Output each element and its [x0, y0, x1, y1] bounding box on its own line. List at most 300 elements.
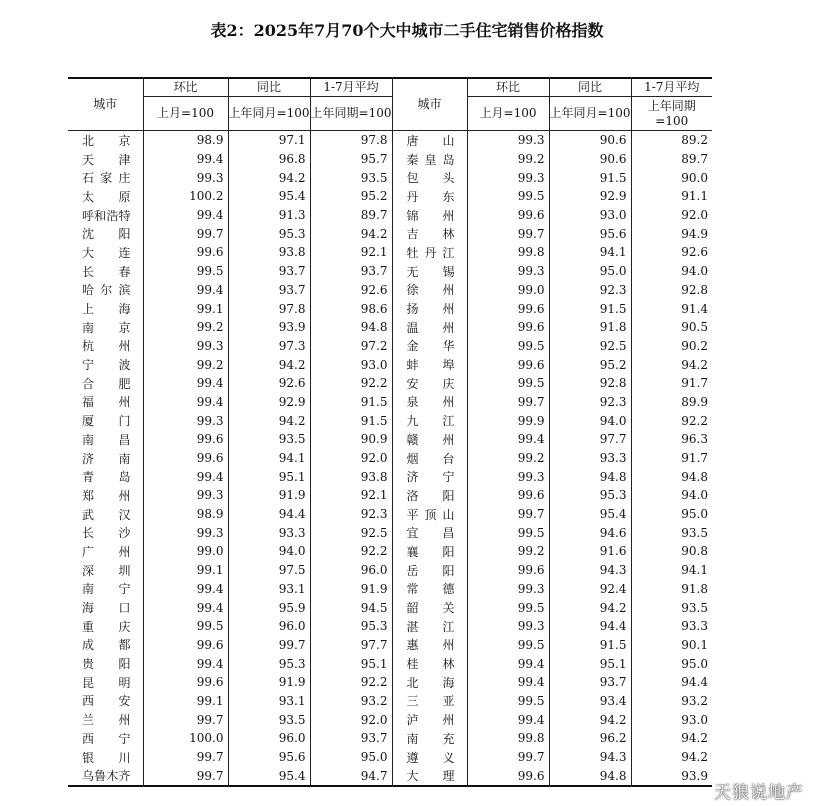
header-tongbi-base-left: 上年同月=100 [228, 97, 310, 131]
avg-value-right: 93.0 [631, 710, 712, 729]
tongbi-value-right: 94.3 [549, 561, 631, 580]
table-row [68, 523, 712, 542]
table-row [68, 355, 712, 374]
city-name-left: 杭州 [82, 339, 131, 354]
table-row [68, 187, 712, 206]
avg-value-left: 97.8 [310, 131, 392, 150]
avg-value-left: 92.3 [310, 505, 392, 524]
avg-value-right: 91.8 [631, 580, 712, 599]
city-name-right: 湛江 [392, 617, 467, 636]
avg-value-right: 90.2 [631, 337, 712, 356]
tongbi-value-left: 97.3 [228, 337, 310, 356]
tongbi-value-right: 92.4 [549, 580, 631, 599]
avg-value-right: 93.5 [631, 523, 712, 542]
huanbi-value-right: 99.6 [467, 766, 549, 786]
huanbi-value-right: 99.7 [467, 748, 549, 767]
city-name-right: 无锡 [392, 262, 467, 281]
city-name-left: 贵阳 [82, 657, 131, 672]
header-avg-base-left: 上年同期=100 [310, 97, 392, 131]
tongbi-value-left: 94.2 [228, 355, 310, 374]
header-tongbi-right: 同比 [549, 78, 631, 97]
tongbi-value-right: 90.6 [549, 150, 631, 169]
tongbi-value-right: 92.9 [549, 187, 631, 206]
avg-value-left: 97.2 [310, 337, 392, 356]
tongbi-value-left: 97.1 [228, 131, 310, 150]
city-name-right: 吉林 [392, 224, 467, 243]
city-name-right: 洛阳 [392, 486, 467, 505]
huanbi-value-right: 99.6 [467, 206, 549, 225]
huanbi-value-left: 99.7 [143, 766, 228, 786]
huanbi-value-left: 99.3 [143, 337, 228, 356]
tongbi-value-right: 93.0 [549, 206, 631, 225]
avg-value-left: 92.1 [310, 486, 392, 505]
city-name-right: 扬州 [392, 299, 467, 318]
huanbi-value-left: 98.9 [143, 505, 228, 524]
table-row [68, 710, 712, 729]
table-row [68, 411, 712, 430]
avg-value-left: 92.2 [310, 542, 392, 561]
huanbi-value-right: 99.6 [467, 355, 549, 374]
huanbi-value-right: 99.4 [467, 710, 549, 729]
avg-value-right: 92.0 [631, 206, 712, 225]
table-row [68, 299, 712, 318]
tongbi-value-left: 95.4 [228, 187, 310, 206]
huanbi-value-right: 99.6 [467, 299, 549, 318]
city-name-right: 襄阳 [392, 542, 467, 561]
huanbi-value-left: 99.1 [143, 299, 228, 318]
huanbi-value-left: 99.6 [143, 243, 228, 262]
tongbi-value-left: 95.9 [228, 598, 310, 617]
table-row [68, 281, 712, 300]
avg-value-right: 91.7 [631, 449, 712, 468]
huanbi-value-left: 100.0 [143, 729, 228, 748]
table-row [68, 131, 712, 150]
avg-value-right: 93.3 [631, 617, 712, 636]
avg-value-left: 93.2 [310, 692, 392, 711]
tongbi-value-left: 94.2 [228, 168, 310, 187]
tongbi-value-left: 93.7 [228, 262, 310, 281]
tongbi-value-right: 92.3 [549, 281, 631, 300]
header-city-right: 城市 [392, 78, 467, 131]
header-avg-left: 1-7月平均 [310, 78, 392, 97]
avg-value-right: 92.2 [631, 411, 712, 430]
tongbi-value-right: 91.5 [549, 299, 631, 318]
huanbi-value-left: 99.4 [143, 467, 228, 486]
city-name-right: 丹东 [392, 187, 467, 206]
table-row [68, 337, 712, 356]
city-name-left: 重庆 [82, 619, 131, 634]
huanbi-value-right: 99.8 [467, 729, 549, 748]
avg-value-left: 91.5 [310, 411, 392, 430]
tongbi-value-right: 96.2 [549, 729, 631, 748]
avg-value-left: 92.6 [310, 281, 392, 300]
avg-value-right: 90.5 [631, 318, 712, 337]
avg-value-right: 94.9 [631, 224, 712, 243]
huanbi-value-right: 99.5 [467, 523, 549, 542]
avg-value-left: 91.9 [310, 580, 392, 599]
city-name-left: 南宁 [82, 582, 131, 597]
city-name-right: 烟台 [392, 449, 467, 468]
huanbi-value-right: 99.3 [467, 168, 549, 187]
city-name-left: 武汉 [82, 507, 131, 522]
table-row [68, 262, 712, 281]
avg-value-right: 93.2 [631, 692, 712, 711]
city-name-right: 岳阳 [392, 561, 467, 580]
tongbi-value-left: 91.9 [228, 673, 310, 692]
avg-value-left: 98.6 [310, 299, 392, 318]
avg-value-right: 93.5 [631, 598, 712, 617]
watermark: 天狼说地产 [714, 783, 804, 803]
city-name-right: 九江 [392, 411, 467, 430]
huanbi-value-right: 99.3 [467, 617, 549, 636]
huanbi-value-left: 99.4 [143, 654, 228, 673]
header-avg-right: 1-7月平均 [631, 78, 712, 97]
avg-value-left: 94.7 [310, 766, 392, 786]
city-name-right: 济宁 [392, 467, 467, 486]
city-name-left: 长沙 [82, 526, 131, 541]
avg-value-right: 90.0 [631, 168, 712, 187]
avg-value-left: 91.5 [310, 393, 392, 412]
city-name-right: 韶关 [392, 598, 467, 617]
avg-value-left: 96.0 [310, 561, 392, 580]
tongbi-value-right: 95.0 [549, 262, 631, 281]
huanbi-value-left: 99.3 [143, 523, 228, 542]
tongbi-value-left: 94.4 [228, 505, 310, 524]
huanbi-value-left: 100.2 [143, 187, 228, 206]
tongbi-value-right: 93.3 [549, 449, 631, 468]
tongbi-value-right: 91.5 [549, 636, 631, 655]
avg-value-right: 94.0 [631, 262, 712, 281]
tongbi-value-right: 95.2 [549, 355, 631, 374]
tongbi-value-left: 92.6 [228, 374, 310, 393]
city-name-left: 石家庄 [82, 171, 131, 186]
city-name-left: 北京 [82, 133, 131, 148]
tongbi-value-left: 95.1 [228, 467, 310, 486]
avg-value-left: 93.8 [310, 467, 392, 486]
avg-value-left: 92.0 [310, 710, 392, 729]
avg-value-right: 89.9 [631, 393, 712, 412]
avg-value-right: 96.3 [631, 430, 712, 449]
huanbi-value-right: 99.7 [467, 224, 549, 243]
huanbi-value-left: 99.6 [143, 636, 228, 655]
avg-value-left: 95.1 [310, 654, 392, 673]
avg-value-right: 94.4 [631, 673, 712, 692]
city-name-left: 西安 [82, 694, 131, 709]
tongbi-value-left: 93.3 [228, 523, 310, 542]
avg-value-right: 95.0 [631, 505, 712, 524]
tongbi-value-right: 94.4 [549, 617, 631, 636]
city-name-right: 金华 [392, 337, 467, 356]
tongbi-value-right: 91.8 [549, 318, 631, 337]
city-name-right: 秦皇岛 [392, 150, 467, 169]
huanbi-value-right: 99.5 [467, 187, 549, 206]
city-name-right: 平顶山 [392, 505, 467, 524]
table-header [68, 78, 712, 131]
huanbi-value-left: 99.2 [143, 355, 228, 374]
table-row [68, 486, 712, 505]
table-row [68, 636, 712, 655]
huanbi-value-left: 99.5 [143, 262, 228, 281]
huanbi-value-left: 99.3 [143, 486, 228, 505]
huanbi-value-right: 99.2 [467, 449, 549, 468]
header-huanbi-base-right: 上月=100 [467, 97, 549, 131]
tongbi-value-left: 93.1 [228, 580, 310, 599]
table-row [68, 430, 712, 449]
huanbi-value-right: 99.5 [467, 692, 549, 711]
huanbi-value-left: 99.6 [143, 430, 228, 449]
avg-value-left: 92.5 [310, 523, 392, 542]
table-row [68, 692, 712, 711]
tongbi-value-right: 94.6 [549, 523, 631, 542]
huanbi-value-right: 99.3 [467, 580, 549, 599]
table-row [68, 766, 712, 786]
huanbi-value-right: 99.0 [467, 281, 549, 300]
avg-value-left: 95.0 [310, 748, 392, 767]
table-row [68, 561, 712, 580]
tongbi-value-left: 99.7 [228, 636, 310, 655]
avg-value-right: 92.6 [631, 243, 712, 262]
huanbi-value-left: 99.1 [143, 561, 228, 580]
city-name-left: 乌鲁木齐 [68, 766, 143, 786]
table-row [68, 729, 712, 748]
tongbi-value-right: 97.7 [549, 430, 631, 449]
huanbi-value-right: 99.5 [467, 374, 549, 393]
avg-value-right: 91.1 [631, 187, 712, 206]
city-name-right: 大理 [392, 766, 467, 786]
huanbi-value-left: 99.4 [143, 150, 228, 169]
city-name-left: 哈尔滨 [82, 283, 131, 298]
avg-value-right: 91.4 [631, 299, 712, 318]
table-row [68, 673, 712, 692]
city-name-right: 赣州 [392, 430, 467, 449]
city-name-left: 济南 [82, 451, 131, 466]
avg-value-right: 90.1 [631, 636, 712, 655]
city-name-left: 太原 [82, 189, 131, 204]
huanbi-value-right: 99.8 [467, 243, 549, 262]
header-tongbi-base-right: 上年同月=100 [549, 97, 631, 131]
table-row [68, 374, 712, 393]
table-row [68, 243, 712, 262]
huanbi-value-right: 99.3 [467, 131, 549, 150]
avg-value-right: 95.0 [631, 654, 712, 673]
avg-value-left: 97.7 [310, 636, 392, 655]
avg-value-right: 89.2 [631, 131, 712, 150]
city-name-left: 福州 [82, 395, 131, 410]
avg-value-left: 94.5 [310, 598, 392, 617]
city-name-right: 泉州 [392, 393, 467, 412]
city-name-left: 海口 [82, 601, 131, 616]
tongbi-value-left: 93.5 [228, 430, 310, 449]
avg-value-right: 94.8 [631, 467, 712, 486]
city-name-left: 成都 [82, 638, 131, 653]
city-name-left: 呼和浩特 [82, 208, 131, 223]
huanbi-value-right: 99.3 [467, 262, 549, 281]
huanbi-value-left: 99.3 [143, 168, 228, 187]
avg-value-right: 94.2 [631, 748, 712, 767]
tongbi-value-right: 91.6 [549, 542, 631, 561]
tongbi-value-right: 95.4 [549, 505, 631, 524]
table-row [68, 449, 712, 468]
avg-value-left: 93.5 [310, 168, 392, 187]
tongbi-value-right: 95.6 [549, 224, 631, 243]
tongbi-value-left: 95.4 [228, 766, 310, 786]
table-row [68, 654, 712, 673]
huanbi-value-left: 99.7 [143, 224, 228, 243]
city-name-left: 天津 [82, 152, 131, 167]
avg-value-right: 89.7 [631, 150, 712, 169]
city-name-left: 昆明 [82, 675, 131, 690]
city-name-right: 桂林 [392, 654, 467, 673]
city-name-right: 锦州 [392, 206, 467, 225]
avg-value-right: 94.0 [631, 486, 712, 505]
tongbi-value-left: 95.3 [228, 654, 310, 673]
tongbi-value-right: 94.3 [549, 748, 631, 767]
city-name-left: 长春 [82, 264, 131, 279]
city-name-right: 牡丹江 [392, 243, 467, 262]
huanbi-value-right: 99.5 [467, 598, 549, 617]
table-row [68, 150, 712, 169]
tongbi-value-left: 93.5 [228, 710, 310, 729]
tongbi-value-right: 92.5 [549, 337, 631, 356]
city-name-left: 沈阳 [82, 227, 131, 242]
tongbi-value-right: 92.8 [549, 374, 631, 393]
tongbi-value-left: 93.7 [228, 281, 310, 300]
table-row [68, 206, 712, 225]
tongbi-value-left: 94.0 [228, 542, 310, 561]
tongbi-value-right: 90.6 [549, 131, 631, 150]
header-avg-base-right: 上年同期=100 [631, 97, 712, 131]
avg-value-left: 93.7 [310, 262, 392, 281]
city-name-right: 包头 [392, 168, 467, 187]
avg-value-left: 95.3 [310, 617, 392, 636]
huanbi-value-right: 99.2 [467, 542, 549, 561]
city-name-left: 郑州 [82, 488, 131, 503]
table-body [68, 131, 712, 787]
huanbi-value-left: 99.4 [143, 580, 228, 599]
city-name-left: 合肥 [82, 376, 131, 391]
huanbi-value-left: 99.4 [143, 206, 228, 225]
huanbi-value-right: 99.6 [467, 486, 549, 505]
city-name-left: 青岛 [82, 470, 131, 485]
tongbi-value-right: 91.5 [549, 168, 631, 187]
tongbi-value-right: 94.8 [549, 467, 631, 486]
avg-value-right: 94.2 [631, 355, 712, 374]
huanbi-value-right: 99.4 [467, 654, 549, 673]
huanbi-value-left: 99.4 [143, 598, 228, 617]
avg-value-right: 91.7 [631, 374, 712, 393]
table-row [68, 505, 712, 524]
avg-value-right: 94.1 [631, 561, 712, 580]
huanbi-value-right: 99.5 [467, 636, 549, 655]
city-name-left: 宁波 [82, 358, 131, 373]
price-index-table [68, 77, 712, 787]
tongbi-value-left: 96.0 [228, 617, 310, 636]
huanbi-value-left: 99.0 [143, 542, 228, 561]
table-row [68, 598, 712, 617]
huanbi-value-left: 99.4 [143, 393, 228, 412]
huanbi-value-right: 99.9 [467, 411, 549, 430]
city-name-left: 上海 [82, 302, 131, 317]
city-name-left: 兰州 [82, 713, 131, 728]
huanbi-value-left: 99.2 [143, 318, 228, 337]
huanbi-value-right: 99.2 [467, 150, 549, 169]
avg-value-right: 92.8 [631, 281, 712, 300]
header-city-left: 城市 [68, 78, 143, 131]
city-name-right: 三亚 [392, 692, 467, 711]
city-name-left: 厦门 [82, 414, 131, 429]
city-name-right: 常德 [392, 580, 467, 599]
avg-value-left: 92.2 [310, 673, 392, 692]
table-row [68, 393, 712, 412]
table-row [68, 617, 712, 636]
tongbi-value-right: 94.8 [549, 766, 631, 786]
header-tongbi-left: 同比 [228, 78, 310, 97]
tongbi-value-left: 93.9 [228, 318, 310, 337]
table-row [68, 318, 712, 337]
huanbi-value-right: 99.3 [467, 467, 549, 486]
city-name-left: 银川 [82, 750, 131, 765]
huanbi-value-left: 99.4 [143, 374, 228, 393]
avg-value-right: 90.8 [631, 542, 712, 561]
city-name-right: 蚌埠 [392, 355, 467, 374]
header-huanbi-right: 环比 [467, 78, 549, 97]
header-huanbi-left: 环比 [143, 78, 228, 97]
huanbi-value-left: 99.4 [143, 281, 228, 300]
huanbi-value-right: 99.7 [467, 393, 549, 412]
tongbi-value-right: 94.0 [549, 411, 631, 430]
huanbi-value-right: 99.4 [467, 673, 549, 692]
tongbi-value-left: 93.8 [228, 243, 310, 262]
tongbi-value-right: 94.2 [549, 598, 631, 617]
huanbi-value-left: 99.6 [143, 673, 228, 692]
header-huanbi-base-left: 上月=100 [143, 97, 228, 131]
huanbi-value-right: 99.5 [467, 337, 549, 356]
huanbi-value-left: 99.7 [143, 710, 228, 729]
tongbi-value-left: 97.5 [228, 561, 310, 580]
city-name-right: 南充 [392, 729, 467, 748]
huanbi-value-left: 99.5 [143, 617, 228, 636]
avg-value-left: 93.7 [310, 729, 392, 748]
huanbi-value-left: 99.7 [143, 748, 228, 767]
tongbi-value-right: 94.2 [549, 710, 631, 729]
avg-value-right: 93.9 [631, 766, 712, 786]
avg-value-left: 92.1 [310, 243, 392, 262]
huanbi-value-left: 99.3 [143, 411, 228, 430]
city-name-right: 温州 [392, 318, 467, 337]
tongbi-value-right: 95.1 [549, 654, 631, 673]
huanbi-value-right: 99.7 [467, 505, 549, 524]
avg-value-left: 94.2 [310, 224, 392, 243]
huanbi-value-right: 99.6 [467, 561, 549, 580]
huanbi-value-left: 99.6 [143, 449, 228, 468]
table-row [68, 168, 712, 187]
table-row [68, 467, 712, 486]
city-name-right: 安庆 [392, 374, 467, 393]
city-name-left: 南京 [82, 320, 131, 335]
city-name-right: 惠州 [392, 636, 467, 655]
tongbi-value-right: 92.3 [549, 393, 631, 412]
city-name-left: 广州 [82, 544, 131, 559]
avg-value-left: 92.0 [310, 449, 392, 468]
tongbi-value-left: 91.9 [228, 486, 310, 505]
tongbi-value-left: 91.3 [228, 206, 310, 225]
tongbi-value-left: 96.0 [228, 729, 310, 748]
avg-value-left: 95.2 [310, 187, 392, 206]
tongbi-value-right: 94.1 [549, 243, 631, 262]
table-row [68, 224, 712, 243]
table-title: 表2：2025年7月70个大中城市二手住宅销售价格指数 [210, 21, 604, 40]
city-name-left: 西宁 [82, 731, 131, 746]
